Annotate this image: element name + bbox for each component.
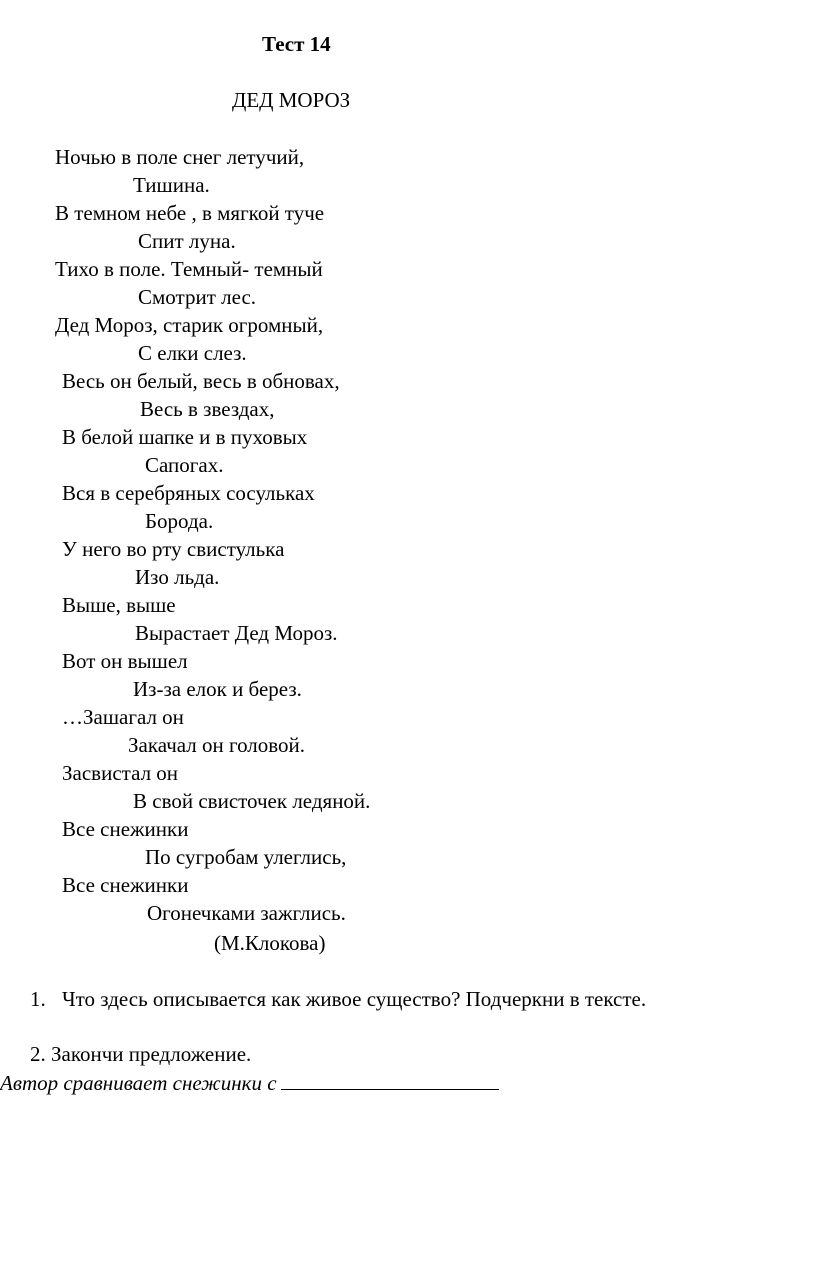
poem-line: Тишина. — [133, 173, 210, 197]
poem-line: Весь в звездах, — [140, 397, 275, 421]
answer-blank[interactable] — [281, 1071, 499, 1090]
poem-line: Все снежинки — [62, 817, 189, 841]
poem-line: Вот он вышел — [62, 649, 188, 673]
poem-line: Из-за елок и берез. — [133, 677, 302, 701]
poem-line: Закачал он головой. — [128, 733, 306, 757]
poem-line: Сапогах. — [145, 453, 224, 477]
test-title: Тест 14 — [262, 32, 331, 56]
question-2: 2. Закончи предложение. — [30, 1042, 252, 1066]
poem-line: Засвистал он — [62, 761, 179, 785]
poem-line: Выше, выше — [62, 593, 176, 617]
question-2-prompt: Автор сравнивает снежинки с — [0, 1071, 277, 1095]
poem-line: Смотрит лес. — [138, 285, 257, 309]
question-1-text: Что здесь описывается как живое существо? Подчеркни в тексте. — [62, 987, 647, 1011]
poem-line: В белой шапке и в пуховых — [62, 425, 308, 449]
poem-line: В свой свисточек ледяной. — [133, 789, 371, 813]
poem-line: По сугробам улеглись, — [145, 845, 347, 869]
poem-line: У него во рту свистулька — [62, 537, 285, 561]
poem-line: Все снежинки — [62, 873, 189, 897]
poem-line: Вырастает Дед Мороз. — [135, 621, 338, 645]
poem-line: Весь он белый, весь в обновах, — [62, 369, 340, 393]
poem-line: …Зашагал он — [62, 705, 184, 729]
poem-line: Борода. — [145, 509, 214, 533]
poem-line: Спит луна. — [138, 229, 236, 253]
poem-line: С елки слез. — [138, 341, 247, 365]
poem-line: Вся в серебряных сосульках — [62, 481, 315, 505]
poem-author: (М.Клокова) — [214, 931, 326, 955]
poem-line: Огонечками зажглись. — [147, 901, 346, 925]
poem-title: ДЕД МОРОЗ — [232, 88, 351, 112]
question-1-number: 1. — [30, 987, 46, 1011]
poem-line: Дед Мороз, старик огромный, — [55, 313, 324, 337]
poem-line: Ночью в поле снег летучий, — [55, 145, 305, 169]
poem-line: Тихо в поле. Темный- темный — [55, 257, 323, 281]
question-2-prompt-row — [0, 1069, 499, 1097]
poem-line: Изо льда. — [135, 565, 220, 589]
poem-line: В темном небе , в мягкой туче — [55, 201, 325, 225]
question-1 — [30, 985, 647, 1013]
